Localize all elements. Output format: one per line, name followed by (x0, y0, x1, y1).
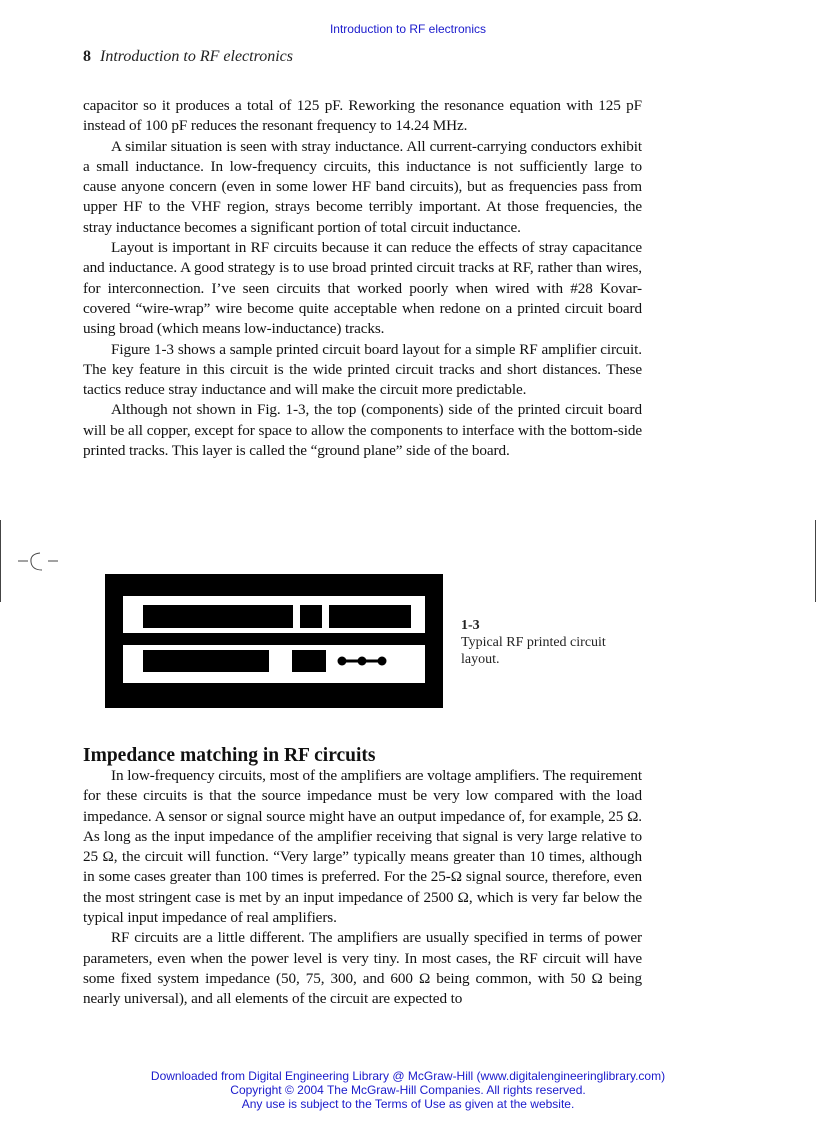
paragraph: Layout is important in RF circuits because it can reduce the effects of stray capacitance and inductance. A good strategy is to use broad printed circuit tracks at RF, rather than wires, for interconnection. I’ve seen circuits that worked poorly when wired with #28 Kovar-covered “wire-wrap” wire become quite acceptable when redone on a printed circuit board using broad (which means low-inductance) tracks. (83, 239, 642, 338)
page-number: 8 (83, 48, 91, 65)
paragraph: In low-frequency circuits, most of the amplifiers are voltage amplifiers. The requirement for these circuits is that the source impedance must be very low compared with the load impedance. A sensor or signal source might have an output impedance of, for example, 25 Ω. As long as the input impedance of the amplifier receiving that signal is very large relative to 25 Ω, the circuit will function. “Very large” typically means greater than 10 times, although in some cases greater than 100 times is preferred. For the 25-Ω signal source, therefore, even the most stringent case is met by an input impedance of 2500 Ω, which is very far below the typical input impedance of real amplifiers. (83, 767, 642, 927)
running-head (83, 48, 293, 66)
section-heading: Impedance matching in RF circuits (83, 745, 376, 766)
pcb-layout-drawing (105, 574, 443, 708)
pcb-track (329, 605, 411, 628)
pcb-via (358, 657, 367, 666)
pcb-pad (292, 650, 326, 672)
pcb-track (143, 605, 293, 628)
pcb-board (105, 574, 443, 708)
footer (0, 1069, 816, 1111)
paragraph: Although not shown in Fig. 1-3, the top (components) side of the printed circuit board will be all copper, except for space to allow the components to interface with the bottom-side printed tracks. This layer is called the “ground plane” side of the board. (83, 401, 642, 460)
pcb-via (338, 657, 347, 666)
top-link[interactable]: Introduction to RF electronics (329, 22, 487, 36)
figure-caption (461, 617, 641, 668)
running-head-title: Introduction to RF electronics (100, 48, 293, 65)
figure-number: 1-3 (461, 618, 480, 633)
crop-mark-icon (16, 548, 60, 578)
footer-terms: Any use is subject to the Terms of Use as given at the website. (241, 1097, 575, 1111)
pcb-track (143, 650, 269, 672)
pcb-layout-figure (105, 574, 443, 708)
body-text-top (83, 96, 642, 461)
paragraph: RF circuits are a little different. The amplifiers are usually specified in terms of power parameters, even when the power level is very tiny. In most cases, the RF circuit will have some fixed system impedance (50, 75, 300, and 600 Ω being common, with 50 Ω being nearly universal), and all elements of the circuit are expected to (83, 929, 642, 1008)
paragraph: Figure 1-3 shows a sample printed circuit board layout for a simple RF amplifier circuit. The key feature in this circuit is the wide printed circuit tracks and short distances. These tactics reduce stray inductance and will make the circuit more predictable. (83, 340, 642, 399)
paragraph: A similar situation is seen with stray inductance. All current-carrying conductors exhibit a small inductance. In low-frequency circuits, this inductance is not sufficiently large to cause anyone concern (even in some lower HF band circuits), but as frequencies pass from upper HF to the VHF region, strays become terribly important. At those frequencies, the stray inductance becomes a significant portion of total circuit inductance. (83, 137, 642, 236)
pcb-pad (300, 605, 322, 628)
pcb-via (378, 657, 387, 666)
body-text-bottom (83, 766, 642, 1010)
figure-caption-text: Typical RF printed circuit layout. (461, 635, 606, 667)
paragraph: capacitor so it produces a total of 125 pF. Reworking the resonance equation with 125 pF instead of 100 pF reduces the resonant frequency to 14.24 MHz. (83, 97, 642, 135)
footer-copyright: Copyright © 2004 The McGraw-Hill Companies. All rights reserved. (230, 1083, 586, 1097)
footer-download-link[interactable]: Downloaded from Digital Engineering Library @ McGraw-Hill (www.digitalengineeringlibrary.com) (150, 1069, 666, 1083)
left-edge-mark (0, 520, 1, 602)
